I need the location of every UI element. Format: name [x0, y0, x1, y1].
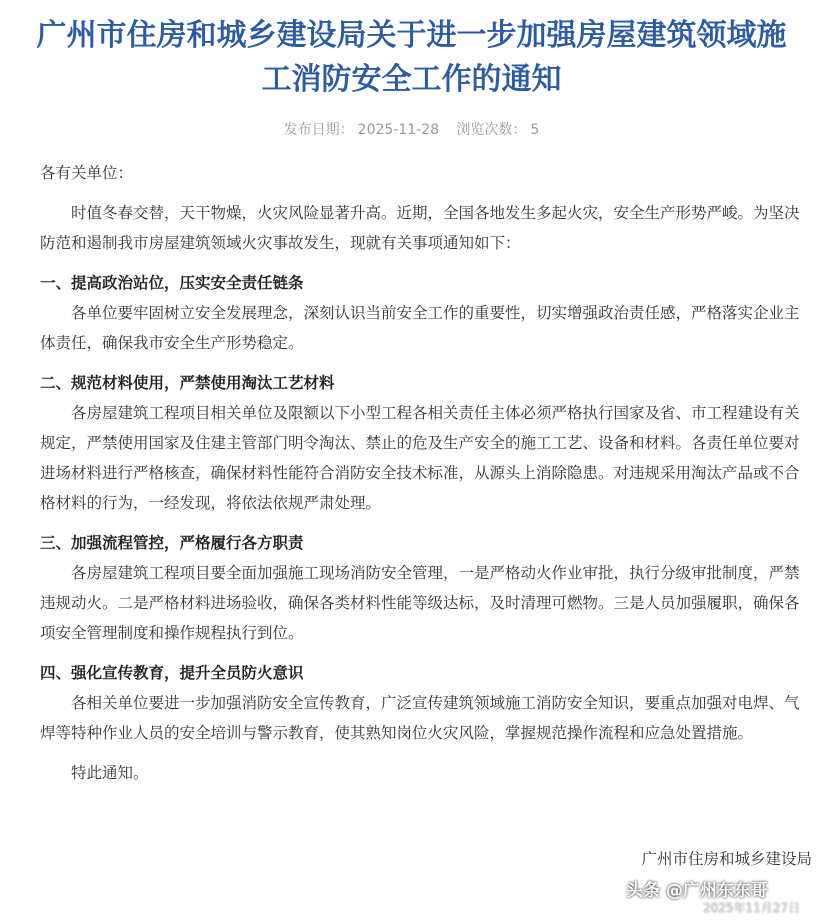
watermark-date: 2025年11月27日: [703, 901, 801, 915]
views-label: 浏览次数：: [456, 122, 527, 138]
title-line-1: 广州市住房和城乡建设局关于进一步加强房屋建筑领域施: [36, 18, 787, 53]
section-1-heading: 一、提高政治站位，压实安全责任链条: [40, 274, 304, 292]
title-line-2: 工消防安全工作的通知: [261, 62, 562, 97]
document-meta: [0, 119, 823, 139]
view-count: 5: [530, 122, 540, 138]
document-title: [0, 14, 823, 102]
section-2-heading: 二、规范材料使用，严禁使用淘汰工艺材料: [40, 374, 335, 392]
section-3-body: 各房屋建筑工程项目要全面加强施工现场消防安全管理，一是严格动火作业审批，执行分级审批制度，严禁违规动火。二是严格材料进场验收，确保各类材料性能等级达标，及时清理可燃物。三是人员加强履职，确保各项安全管理制度和操作规程执行到位。: [40, 564, 800, 642]
section-4-heading: 四、强化宣传教育，提升全员防火意识: [40, 664, 304, 682]
date-label: 发布日期：: [283, 122, 354, 138]
watermark-text: 头条 @广州东东哥: [626, 881, 768, 901]
section-1-body: 各单位要牢固树立安全发展理念，深刻认识当前安全工作的重要性，切实增强政治责任感，严格落实企业主体责任，确保我市安全生产形势稳定。: [40, 304, 800, 352]
section-4-body: 各相关单位要进一步加强消防安全宣传教育，广泛宣传建筑领域施工消防安全知识，要重点加强对电焊、气焊等特种作业人员的安全培训与警示教育，使其熟知岗位火灾风险，掌握规范操作流程和应急处置措施。: [40, 694, 800, 742]
document-body: [40, 158, 812, 788]
publish-date: 2025-11-28: [357, 122, 440, 138]
closing-line: 特此通知。: [71, 764, 149, 782]
section-3-heading: 三、加强流程管控，严格履行各方职责: [40, 534, 304, 552]
section-2-body: 各房屋建筑工程项目相关单位及限额以下小型工程各相关责任主体必须严格执行国家及省、市工程建设有关规定，严禁使用国家及住建主管部门明令淘汰、禁止的危及生产安全的施工工艺、设备和材料。各责任单位要对进场材料进行严格核查，确保材料性能符合消防安全技术标准，从源头上消除隐患。对违规采用淘汰产品或不合格材料的行为，一经发现，将依法依规严肃处理。: [40, 404, 800, 512]
signature-organization: 广州市住房和城乡建设局: [641, 850, 812, 868]
salutation: 各有关单位：: [40, 164, 134, 182]
intro-paragraph: 时值冬春交替，天干物燥，火灾风险显著升高。近期，全国各地发生多起火灾，安全生产形势严峻。为坚决防范和遏制我市房屋建筑领域火灾事故发生，现就有关事项通知如下：: [40, 204, 800, 252]
